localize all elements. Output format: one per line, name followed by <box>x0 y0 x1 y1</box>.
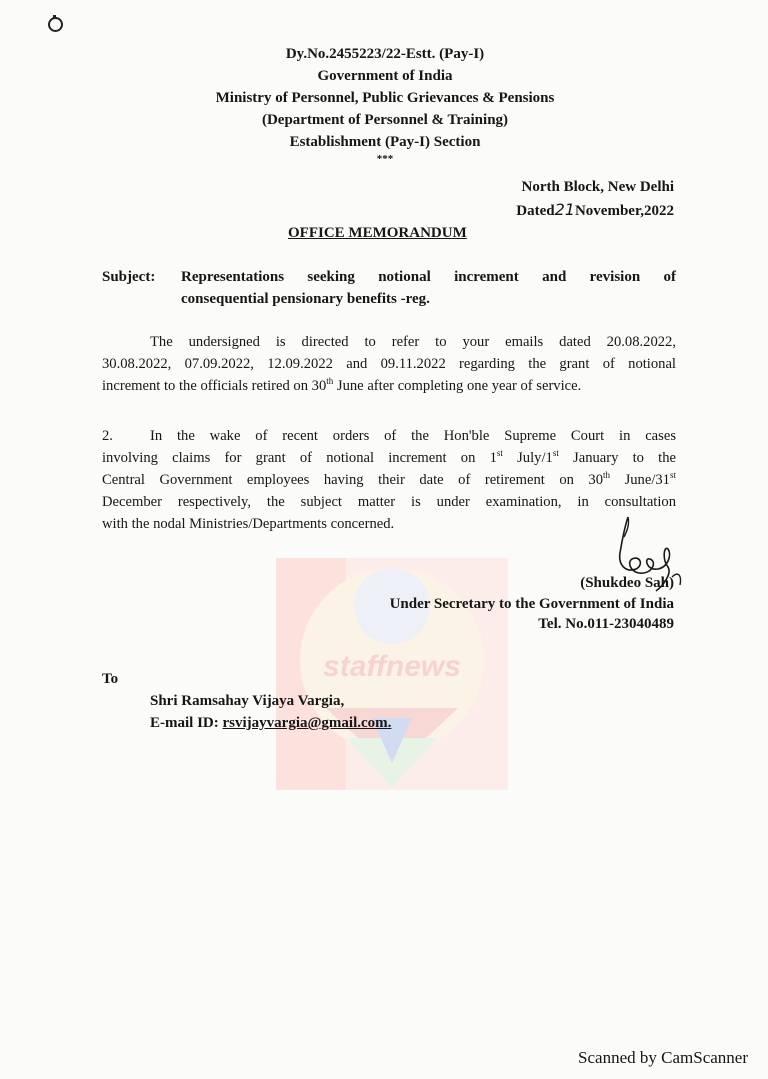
stars-separator: *** <box>376 153 394 165</box>
date-handwritten: 21 <box>554 200 575 219</box>
place-line: North Block, New Delhi <box>521 179 674 195</box>
para2-line-2: involving claims for grant of notional increment on 1st July/1st January to the <box>102 448 677 466</box>
ministry-line: Ministry of Personnel, Public Grievances & Pensions <box>215 90 555 106</box>
email-label: E-mail ID: <box>150 715 219 731</box>
government-line: Government of India <box>317 68 453 84</box>
para1-line-2: 30.08.2022, 07.09.2022, 12.09.2022 and 09.11.2022 regarding the grant of notional <box>102 356 676 372</box>
subject-label: Subject: <box>102 269 156 285</box>
subject-line-1: Representations seeking notional increment and revision of <box>181 269 676 285</box>
signatory-designation: Under Secretary to the Government of India <box>389 596 674 612</box>
to-label: To <box>102 671 119 687</box>
para2-line-1: In the wake of recent orders of the Hon'ble Supreme Court in cases <box>150 428 676 444</box>
memo-title: OFFICE MEMORANDUM <box>288 225 467 241</box>
department-line: (Department of Personnel & Training) <box>261 112 509 128</box>
para1-line-3: increment to the officials retired on 30th June after completing one year of service. <box>102 376 582 394</box>
date-rest: November,2022 <box>574 203 674 219</box>
recipient-email-row <box>150 712 391 734</box>
punch-hole-mark-icon <box>48 17 63 32</box>
scanner-footer: Scanned by CamScanner <box>578 1048 748 1067</box>
date-prefix: Dated <box>516 203 555 219</box>
para2-line-5: with the nodal Ministries/Departments concerned. <box>102 516 395 532</box>
section-line: Establishment (Pay-I) Section <box>289 134 481 150</box>
watermark-label: staffnews <box>323 650 461 683</box>
signatory-name: (Shukdeo Sah) <box>580 575 674 591</box>
para2-number: 2. <box>102 428 113 444</box>
subject-line-2: consequential pensionary benefits -reg. <box>181 291 430 307</box>
para2-line-4: December respectively, the subject matter is under examination, in consultation <box>102 494 676 510</box>
signatory-telephone: Tel. No.011-23040489 <box>538 616 674 632</box>
recipient-email-link[interactable]: rsvijayvargia@gmail.com. <box>222 715 392 731</box>
recipient-name: Shri Ramsahay Vijaya Vargia, <box>150 693 345 709</box>
para1-line-1: The undersigned is directed to refer to your emails dated 20.08.2022, <box>150 334 676 350</box>
reference-number: Dy.No.2455223/22-Estt. (Pay-I) <box>285 46 485 62</box>
date-line <box>516 199 674 222</box>
para2-line-3: Central Government employees having their date of retirement on 30th June/31st <box>102 470 676 488</box>
